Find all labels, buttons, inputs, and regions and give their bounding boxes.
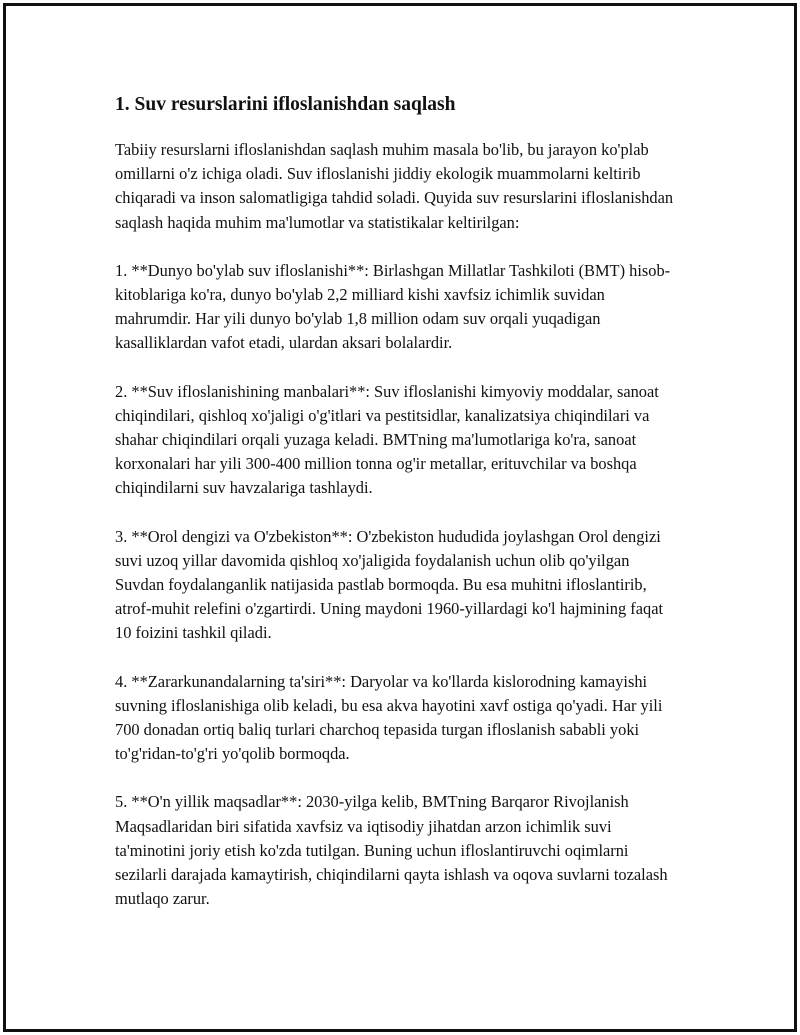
document-title: 1. Suv resurslarini ifloslanishdan saqlash [115,94,456,115]
paragraph-pollution-sources: 2. **Suv ifloslanishining manbalari**: Suv ifloslanishi kimyoviy moddalar, sanoat chiqindilari, qishloq xo'jaligi o'g'itlari va pestitsidlar, kanalizatsiya chiqindilari va shahar chiqindilari orqali yuzaga keladi. BMTning ma'lumotlariga ko'ra, sanoat korxonalari har yili 300-400 million tonna og'ir metallar, erituvchilar va boshqa chiqindilarni suv havzalariga tashlaydi. [115,381,659,498]
intro-paragraph: Tabiiy resurslarni ifloslanishdan saqlash muhim masala bo'lib, bu jarayon ko'plab omillarni o'z ichiga oladi. Suv ifloslanishi jiddiy ekologik muammolarni keltirib chiqaradi va inson salomatligiga tahdid soladi. Quyida suv resurslarini ifloslanishdan saqlash haqida muhim ma'lumotlar va statistikalar keltirilgan: [115,140,674,232]
paragraph-global-water-pollution: 1. **Dunyo bo'ylab suv ifloslanishi**: Birlashgan Millatlar Tashkiloti (BMT) hisob-kitoblariga ko'ra, dunyo bo'ylab 2,2 milliard kishi xavfsiz ichimlik suvidan mahrumdir. Har yili dunyo bo'ylab 1,8 million odam suv orqali yuqadigan kasalliklardan vafot etadi, ulardan aksari bolalardir. [115,260,671,353]
paragraph-pest-impact: 4. **Zararkunandalarning ta'siri**: Daryolar va ko'llarda kislorodning kamayishi suvning ifloslanishiga olib keladi, bu esa akva hayotini xavf ostiga qo'yadi. Har yili 700 donadan ortiq baliq turlari charchoq tepasida turgan ifloslanish sababli yoki to'g'ridan-to'g'ri yo'qolib bormoqda. [115,671,663,764]
paragraph-aral-sea: 3. **Orol dengizi va O'zbekiston**: O'zbekiston hududida joylashgan Orol dengizi suvi uzoq yillar davomida qishloq xo'jaligida foydalanish uchun olib qo'yilgan Suvdan foydalanganlik natijasida pastlab bormoqda. Bu esa muhitni ifloslantirib, atrof-muhit relefini o'zgartirdi. Uning maydoni 1960-yillardagi ko'l hajmining faqat 10 foizini tashkil qiladi. [115,526,664,643]
document-body [115,92,675,935]
paragraph-decade-goals: 5. **O'n yillik maqsadlar**: 2030-yilga kelib, BMTning Barqaror Rivojlanish Maqsadlaridan biri sifatida xavfsiz va iqtisodiy jihatdan arzon ichimlik suvi ta'minotini joriy etish ko'zda tutilgan. Buning uchun ifloslantiruvchi oqimlarni sezilarli darajada kamaytirish, chiqindilarni qayta ishlash va oqova suvlarni tozalash mutlaqo zarur. [115,792,668,909]
